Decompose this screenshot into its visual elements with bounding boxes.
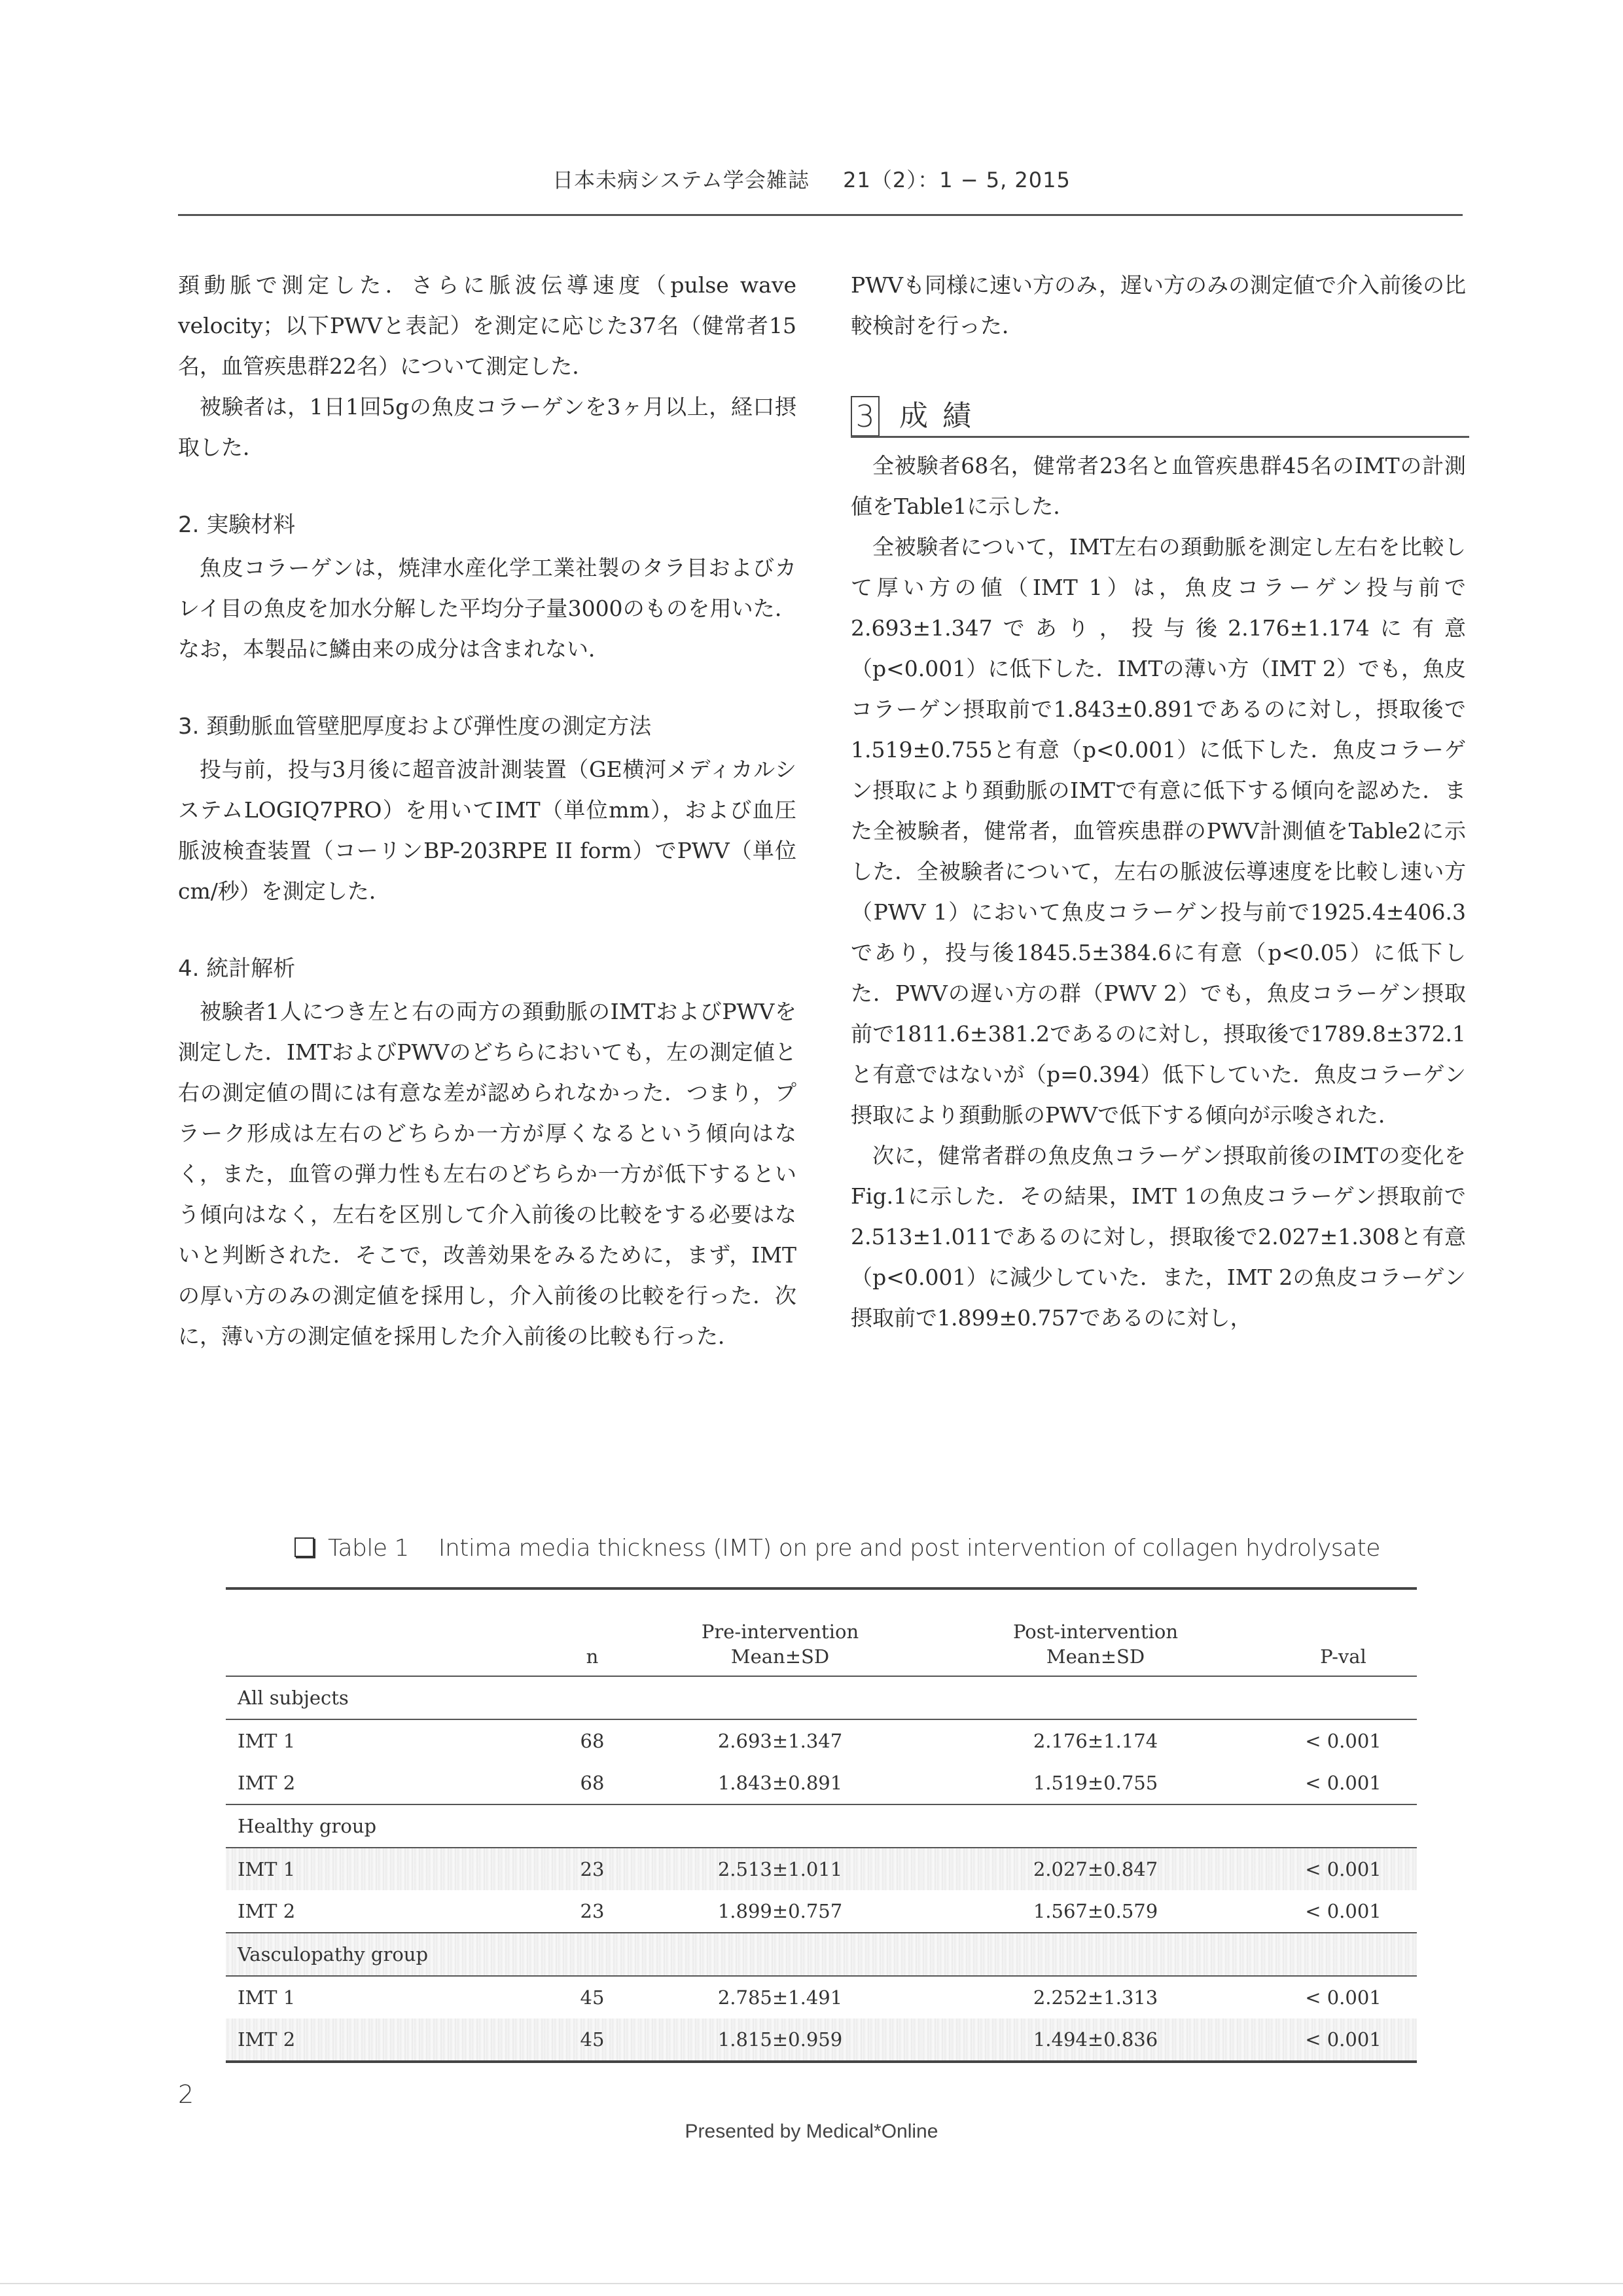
right-column <box>851 265 1466 1338</box>
paragraph: 魚皮コラーゲンは，焼津水産化学工業社製のタラ目およびカレイ目の魚皮を加水分解した平均分子量3000のものを用いた．なお，本製品に鱗由来の成分は含まれない． <box>178 555 796 662</box>
journal-name: 日本未病システム学会雑誌 <box>552 168 810 192</box>
row-label: IMT 1 <box>238 1730 296 1752</box>
table-header-row <box>226 1588 1417 1676</box>
header-pre-top: Pre-intervention <box>701 1621 859 1643</box>
paragraph: PWVも同様に速い方のみ，遅い方のみの測定値で介入前後の比較検討を行った． <box>851 272 1466 338</box>
section-rule <box>851 436 1469 438</box>
page-number: 2 <box>178 2080 194 2109</box>
header-post-bottom: Mean±SD <box>1046 1645 1145 1668</box>
cell-pval: < 0.001 <box>1270 1848 1417 1890</box>
cell-post: 1.494±0.836 <box>921 2018 1270 2062</box>
section-number-box: 3 <box>851 396 880 437</box>
subsection-heading-materials: 2. 実験材料 <box>178 512 296 538</box>
header-post <box>921 1588 1270 1676</box>
cell-post: 2.176±1.174 <box>1033 1730 1158 1752</box>
group-row <box>226 1676 1417 1719</box>
table-label: Table 1 <box>327 1535 409 1562</box>
paragraph: 全被験者について，IMT左右の頚動脈を測定し左右を比較して厚い方の値（IMT 1）は，魚皮コラーゲン投与前で2.693±1.347であり，投与後2.176±1.174に有意（p<0.001）に低下した．IMTの薄い方（IMT 2）でも，魚皮コラーゲン摂取前で1.843±0.891であるのに対し，摂取後で1.519±0.755と有意（p<0.001）に低下した．魚皮コラーゲン摂取により頚動脈のIMTで有意に低下する傾向を認めた．また全被験者，健常者，血管疾患群のPWV計測値をTable2に示した．全被験者について，左右の脈波伝導速度を比較し速い方（PWV 1）において魚皮コラーゲン投与前で1925.4±406.3であり，投与後1845.5±384.6に有意（p<0.05）に低下した．PWVの遅い方の群（PWV 2）でも，魚皮コラーゲン摂取前で1811.6±381.2であるのに対し，摂取後で1789.8±372.1と有意ではないが（p=0.394）低下していた．魚皮コラーゲン摂取により頚動脈のPWVで低下する傾向が示唆された． <box>851 534 1466 1128</box>
cell-pre: 2.785±1.491 <box>717 1986 843 2009</box>
paragraph: 全被験者68名，健常者23名と血管疾患群45名のIMTの計測値をTable1に示した． <box>851 453 1466 519</box>
cell-pre: 2.513±1.011 <box>639 1848 921 1890</box>
paragraph: 頚動脈で測定した．さらに脈波伝導速度（pulse wave velocity；以下PWVと表記）を測定に応じた37名（健常者15名，血管疾患群22名）について測定した． <box>178 272 796 379</box>
left-column <box>178 265 796 1357</box>
table-row <box>226 1890 1417 1933</box>
row-label: IMT 1 <box>238 1986 296 2009</box>
table-caption <box>294 1535 1380 1562</box>
group-name: Healthy group <box>226 1804 1417 1848</box>
scan-edge <box>0 2283 1623 2284</box>
paragraph: 次に，健常者群の魚皮魚コラーゲン摂取前後のIMTの変化をFig.1に示した．その結果，IMT 1の魚皮コラーゲン摂取前で2.513±1.011であるのに対し，摂取後で2.027±1.308と有意（p<0.001）に減少していた．また，IMT 2の魚皮コラーゲン摂取前で1.899±0.757であるのに対し， <box>851 1143 1466 1331</box>
cell-post: 2.252±1.313 <box>1033 1986 1158 2009</box>
paragraph: 被験者は，1日1回5gの魚皮コラーゲンを3ヶ月以上，経口摂取した． <box>178 394 796 460</box>
cell-n: 45 <box>546 2018 639 2062</box>
header-rule <box>178 214 1463 216</box>
cell-pre: 1.899±0.757 <box>717 1900 843 1922</box>
table-row <box>226 1848 1417 1890</box>
cell-n: 68 <box>580 1730 605 1752</box>
subsection-heading-methods: 3. 頚動脈血管壁肥厚度および弾性度の測定方法 <box>178 713 652 740</box>
cell-pval: < 0.001 <box>1305 1900 1382 1922</box>
section-title: 成績 <box>899 399 986 433</box>
paragraph: 被験者1人につき左と右の両方の頚動脈のIMTおよびPWVを測定した．IMTおよびPWVのどちらにおいても，左の測定値と右の測定値の間には有意な差が認められなかった．つまり，プラーク形成は左右のどちらか一方が厚くなるという傾向はなく，また，血管の弾力性も左右のどちらか一方が低下するという傾向はなく，左右を区別して介入前後の比較をする必要はないと判断された．そこで，改善効果をみるために，まず，IMTの厚い方のみの測定値を採用し，介入前後の比較を行った．次に，薄い方の測定値を採用した介入前後の比較も行った． <box>178 999 796 1349</box>
cell-pre: 1.843±0.891 <box>717 1772 843 1794</box>
group-row <box>226 1804 1417 1848</box>
header-n: n <box>586 1645 599 1668</box>
row-label: IMT 2 <box>226 2018 546 2062</box>
table-row <box>226 1976 1417 2018</box>
cell-pval: < 0.001 <box>1270 2018 1417 2062</box>
cell-pre: 1.815±0.959 <box>639 2018 921 2062</box>
group-row <box>226 1933 1417 1976</box>
cell-post: 1.519±0.755 <box>1033 1772 1158 1794</box>
cell-n: 23 <box>580 1900 605 1922</box>
table-row <box>226 1719 1417 1762</box>
cell-post: 2.027±0.847 <box>921 1848 1270 1890</box>
header-label <box>226 1588 546 1676</box>
group-name: All subjects <box>226 1676 1417 1719</box>
checkbox-square-icon <box>294 1537 314 1557</box>
subsection-heading-statistics: 4. 統計解析 <box>178 956 296 982</box>
imt-table <box>226 1587 1417 2063</box>
section-heading-results <box>851 396 1466 437</box>
table-caption-text: Intima media thickness (IMT) on pre and post intervention of collagen hydrolysate <box>438 1535 1380 1562</box>
running-header <box>0 164 1623 194</box>
paragraph: 投与前，投与3月後に超音波計測装置（GE横河メディカルシステムLOGIQ7PRO）を用いてIMT（単位mm），および血圧脈波検査装置（コーリンBP-203RPE II form）でPWV（単位cm/秒）を測定した． <box>178 757 796 904</box>
cell-pval: < 0.001 <box>1305 1730 1382 1752</box>
cell-pval: < 0.001 <box>1305 1986 1382 2009</box>
cell-n: 45 <box>580 1986 605 2009</box>
header-post-top: Post-intervention <box>1012 1621 1179 1643</box>
cell-pre: 2.693±1.347 <box>717 1730 843 1752</box>
row-label: IMT 2 <box>238 1900 296 1922</box>
cell-n: 68 <box>580 1772 605 1794</box>
table-row <box>226 1762 1417 1804</box>
row-label: IMT 2 <box>238 1772 296 1794</box>
footer-credit: Presented by Medical*Online <box>685 2121 938 2142</box>
header-pre-bottom: Mean±SD <box>730 1645 830 1668</box>
group-name: Vasculopathy group <box>226 1933 1417 1976</box>
header-pre <box>639 1588 921 1676</box>
cell-pval: < 0.001 <box>1305 1772 1382 1794</box>
header-pval: P-val <box>1320 1645 1366 1668</box>
row-label: IMT 1 <box>226 1848 546 1890</box>
cell-post: 1.567±0.579 <box>1033 1900 1158 1922</box>
table-row <box>226 2018 1417 2062</box>
cell-n: 23 <box>546 1848 639 1890</box>
citation: 21（2）：1 − 5, 2015 <box>843 168 1071 192</box>
